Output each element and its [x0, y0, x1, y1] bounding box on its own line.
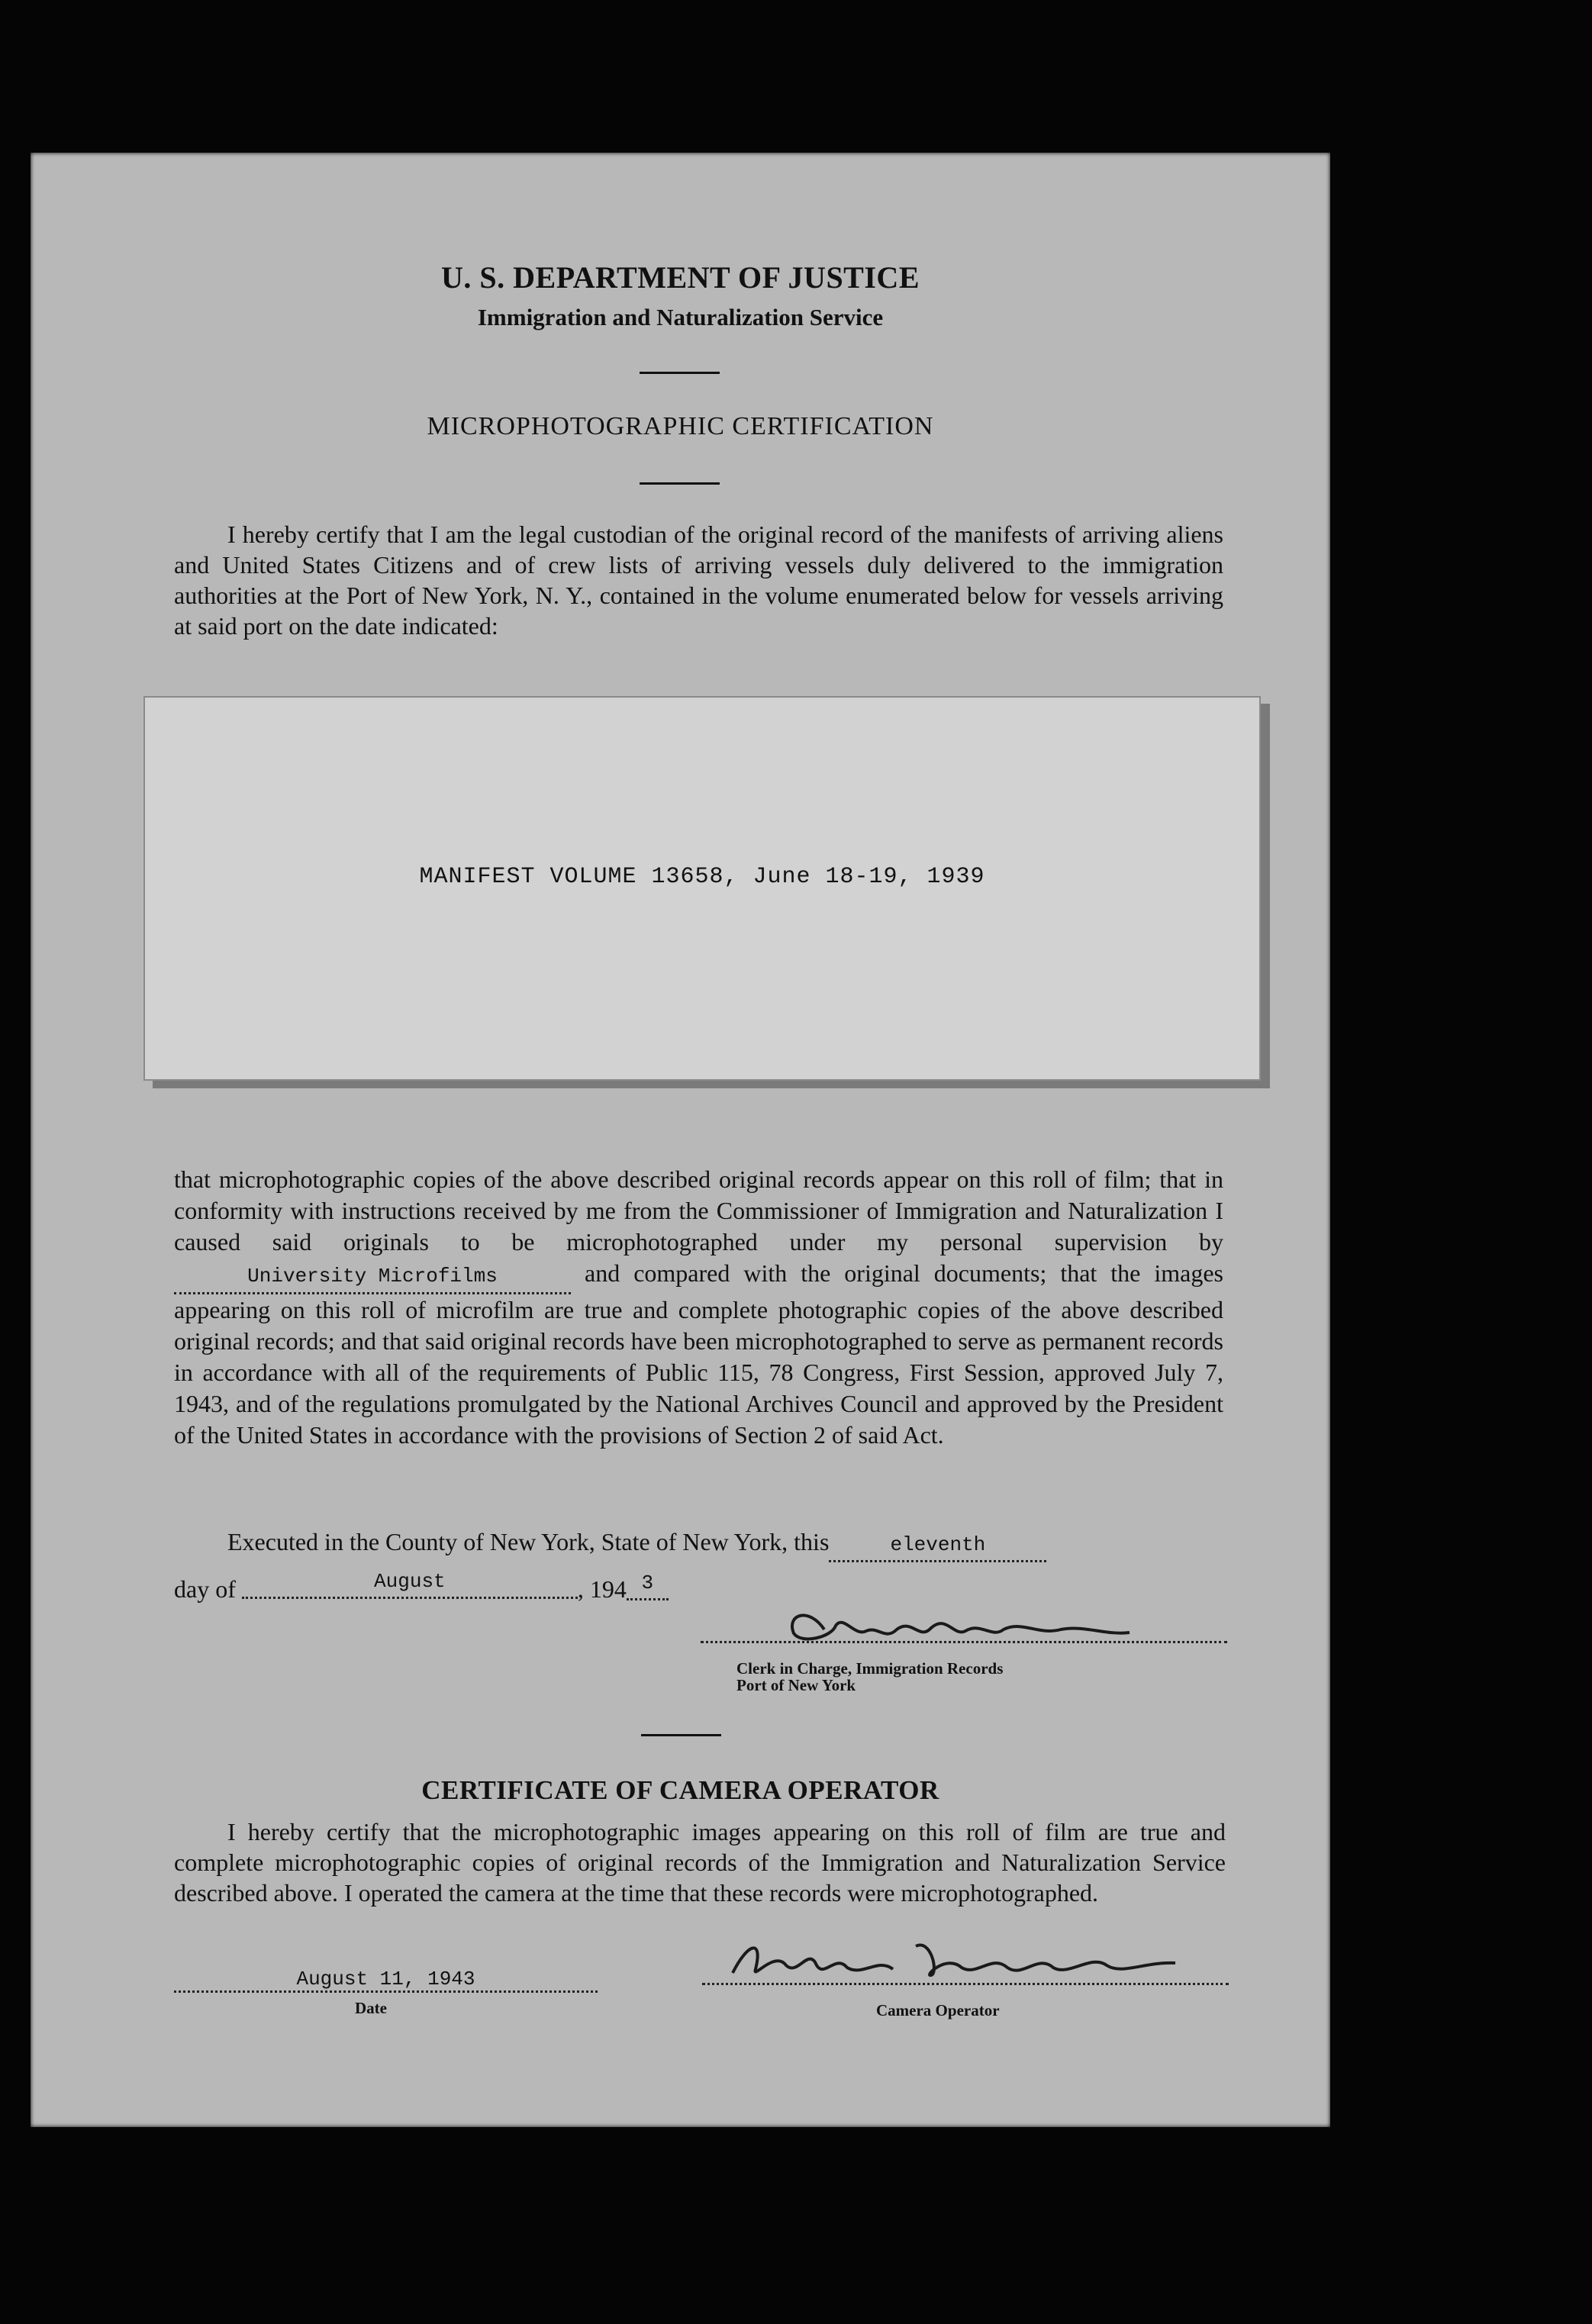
body-paragraph	[174, 1164, 1223, 1451]
camera-date-label: Date	[355, 1999, 387, 2017]
camera-date-field	[174, 1968, 598, 1993]
day-of-label: day of	[174, 1575, 236, 1603]
camera-operator-label: Camera Operator	[876, 2001, 1000, 2019]
month-field: August	[242, 1566, 578, 1599]
divider	[640, 372, 720, 374]
department-heading: U. S. DEPARTMENT OF JUSTICE	[441, 260, 920, 295]
body-part1: that microphotographic copies of the above described original records appear on this roll of film; that in conformity with instructions received by me from the Commissioner of Immigration and Naturalization I caused said originals to be microphotographed under my personal supervision by	[174, 1165, 1223, 1255]
certification-title: MICROPHOTOGRAPHIC CERTIFICATION	[427, 412, 934, 440]
clerk-signature-line	[701, 1641, 1227, 1643]
camera-signature-line	[702, 1983, 1229, 1985]
executed-line	[227, 1526, 1227, 1562]
divider	[641, 1734, 721, 1736]
clerk-title-line1: Clerk in Charge, Immigration Records	[736, 1659, 1004, 1678]
year-digit-field: 3	[627, 1568, 669, 1600]
manifest-volume-slip	[143, 696, 1261, 1081]
year-prefix: , 194	[577, 1575, 627, 1603]
intro-paragraph: I hereby certify that I am the legal custodian of the original record of the manifests of arriving aliens and United States Citizens and of crew lists of arriving vessels duly delivered to the immigration authorities at the Port of New York, N. Y., contained in the volume enumerated below for vessels arriving at said port on the date indicated:	[174, 521, 1223, 640]
clerk-title-line2: Port of New York	[736, 1676, 856, 1694]
photographer-field: University Microfilms	[174, 1261, 571, 1294]
camera-paragraph: I hereby certify that the microphotographic images appearing on this roll of film are true and complete microphotographic copies of original records of the Immigration and Naturalization Service described above. I operated the camera at the time that these records were microphotographed.	[174, 1818, 1226, 1907]
clerk-title	[736, 1660, 1003, 1694]
camera-certificate-title: CERTIFICATE OF CAMERA OPERATOR	[421, 1775, 939, 1805]
clerk-signature	[702, 1599, 1252, 1660]
camera-date-value: August 11, 1943	[296, 1968, 475, 1990]
executed-text: Executed in the County of New York, State of New York, this	[227, 1528, 830, 1555]
body-part2: and compared with the original documents; that the images appearing on this roll of microfilm are true and complete photographic copies of the above described original records; and that said original records have been microphotographed to serve as permanent records in accordance with all of the requirements of Public 115, 78 Congress, First Session, approved July 7, 1943, and of the regulations promulgated by the National Archives Council and approved by the President of the United States in accordance with the provisions of Section 2 of said Act.	[174, 1259, 1224, 1449]
day-field: eleventh	[829, 1529, 1046, 1562]
manifest-volume-text: MANIFEST VOLUME 13658, June 18-19, 1939	[419, 864, 985, 890]
service-subheading: Immigration and Naturalization Service	[477, 304, 884, 330]
divider	[640, 482, 720, 485]
certificate-sheet	[31, 153, 1330, 2127]
